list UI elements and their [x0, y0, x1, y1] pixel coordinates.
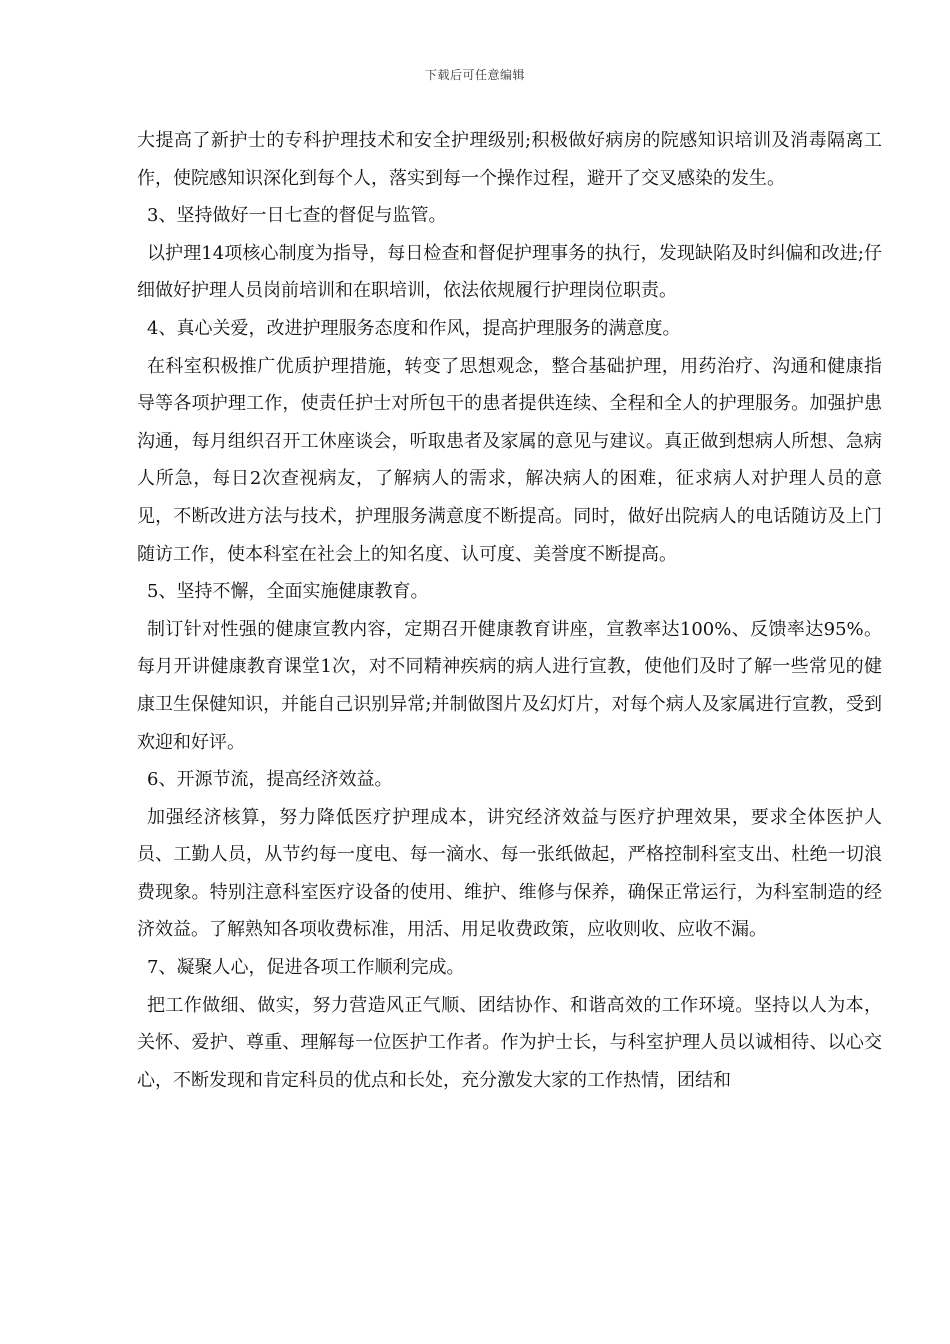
page-header: 下载后可任意编辑 [424, 68, 525, 82]
paragraph-section-5: 制订针对性强的健康宣教内容，定期召开健康教育讲座，宣教率达100%、反馈率达95%。每月开讲健康教育课堂1次，对不同精神疾病的病人进行宣教，使他们及时了解一些常见的健康卫生保健知识，并能自己识别异常;并制做图片及幻灯片，对每个病人及家属进行宣教，受到欢迎和好评。 [137, 618, 882, 753]
section-heading-6: 6、开源节流，提高经济效益。 [147, 769, 393, 791]
section-heading-3: 3、坚持做好一日七查的督促与监管。 [147, 205, 447, 227]
paragraph-section-4: 在科室积极推广优质护理措施，转变了思想观念，整合基础护理，用药治疗、沟通和健康指导等各项护理工作，使责任护士对所包干的患者提供连续、全程和全人的护理服务。加强护患沟通，每月组织召开工休座谈会，听取患者及家属的意见与建议。真正做到想病人所想、急病人所急，每日2次查视病友，了解病人的需求，解决病人的困难，征求病人对护理人员的意见，不断改进方法与技术，护理服务满意度不断提高。同时，做好出院病人的电话随访及上门随访工作，使本科室在社会上的知名度、认可度、美誉度不断提高。 [137, 355, 882, 565]
section-heading-5: 5、坚持不懈，全面实施健康教育。 [147, 581, 429, 603]
paragraph-section-7: 把工作做细、做实，努力营造风正气顺、团结协作、和谐高效的工作环境。坚持以人为本，关怀、爱护、尊重、理解每一位医护工作者。作为护士长，与科室护理人员以诚相待、以心交心，不断发现和肯定科员的优点和长处，充分激发大家的工作热情，团结和 [137, 994, 882, 1091]
paragraph-section-3: 以护理14项核心制度为指导，每日检查和督促护理事务的执行，发现缺陷及时纠偏和改进;仔细做好护理人员岗前培训和在职培训，依法依规履行护理岗位职责。 [137, 242, 882, 302]
section-heading-7: 7、凝聚人心，促进各项工作顺利完成。 [147, 957, 465, 979]
paragraph-section-6: 加强经济核算，努力降低医疗护理成本，讲究经济效益与医疗护理效果，要求全体医护人员、工勤人员，从节约每一度电、每一滴水、每一张纸做起，严格控制科室支出、杜绝一切浪费现象。特别注意科室医疗设备的使用、维护、维修与保养，确保正常运行，为科室制造的经济效益。了解熟知各项收费标准，用活、用足收费政策，应收则收、应收不漏。 [137, 806, 882, 941]
document-body [137, 122, 882, 1099]
paragraph-continuation: 大提高了新护士的专科护理技术和安全护理级别;积极做好病房的院感知识培训及消毒隔离工作，使院感知识深化到每个人，落实到每一个操作过程，避开了交叉感染的发生。 [137, 130, 882, 189]
section-heading-4: 4、真心关爱，改进护理服务态度和作风，提高护理服务的满意度。 [147, 317, 681, 339]
